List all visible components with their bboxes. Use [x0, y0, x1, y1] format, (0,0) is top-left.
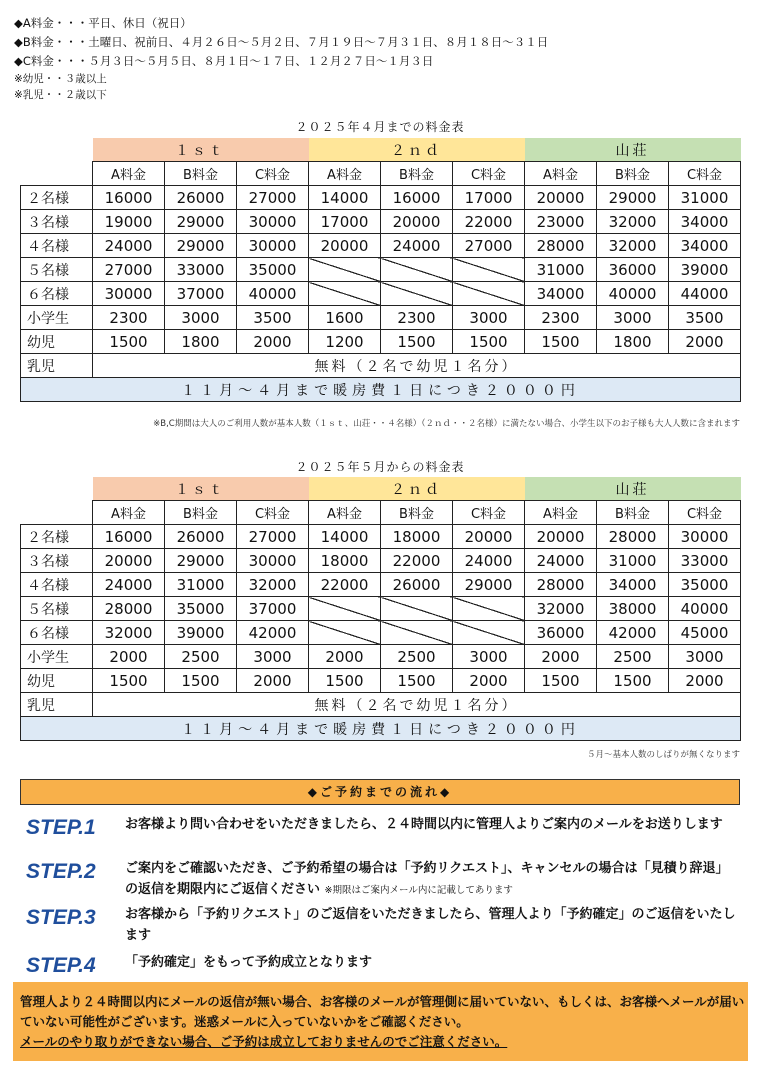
price-row: [21, 645, 741, 669]
price-cell: 40000: [597, 282, 669, 306]
price-cell: 30000: [669, 525, 741, 549]
price-cell: 2000: [237, 669, 309, 693]
header-cell: A料金: [525, 501, 597, 525]
price-row: [21, 258, 741, 282]
price-cell: 20000: [381, 210, 453, 234]
price-cell: 33000: [669, 549, 741, 573]
price-cell: 33000: [165, 258, 237, 282]
infant-row: [21, 693, 741, 717]
price-cell: 1200: [309, 330, 381, 354]
row-label: ４名様: [21, 573, 93, 597]
not-available-cell: [309, 597, 381, 621]
price-row: [21, 186, 741, 210]
price-cell: 35000: [669, 573, 741, 597]
price-cell: 1500: [165, 669, 237, 693]
price-cell: 34000: [597, 573, 669, 597]
price-row: [21, 549, 741, 573]
infant-price: 無料（２名で幼児１名分）: [93, 693, 741, 717]
not-available-cell: [453, 258, 525, 282]
step-label: STEP.1: [26, 816, 96, 839]
step-text: お客様より問い合わせをいただきましたら、２４時間以内に管理人よりご案内のメールをお送りします: [125, 817, 723, 832]
row-label: ４名様: [21, 234, 93, 258]
price-cell: 2000: [669, 669, 741, 693]
price-cell: 2000: [309, 645, 381, 669]
price-cell: 26000: [381, 573, 453, 597]
price-row: [21, 306, 741, 330]
price-cell: 1800: [597, 330, 669, 354]
step-text: お客様から「予約リクエスト」のご返信をいただきましたら、管理人より「予約確定」のご返信をいたします: [125, 907, 736, 943]
note-a-price: ◆A料金・・・平日、休日（祝日）: [14, 16, 192, 30]
not-available-cell: [381, 258, 453, 282]
price-cell: 28000: [525, 234, 597, 258]
price-cell: 26000: [165, 186, 237, 210]
price-cell: 40000: [237, 282, 309, 306]
price-cell: 18000: [381, 525, 453, 549]
price-cell: 2500: [165, 645, 237, 669]
price-cell: 42000: [237, 621, 309, 645]
not-available-cell: [309, 258, 381, 282]
price-cell: 1500: [525, 330, 597, 354]
header-cell: B料金: [597, 501, 669, 525]
price-cell: 1500: [525, 669, 597, 693]
group-sanso: 山荘: [525, 477, 741, 501]
price-cell: 20000: [309, 234, 381, 258]
price-cell: 30000: [237, 210, 309, 234]
price-cell: 31000: [165, 573, 237, 597]
price-cell: 2000: [669, 330, 741, 354]
step-text: 「予約確定」をもって予約成立となります: [125, 955, 373, 970]
price-cell: 24000: [381, 234, 453, 258]
price-cell: 44000: [669, 282, 741, 306]
price-cell: 32000: [237, 573, 309, 597]
price-cell: 39000: [165, 621, 237, 645]
price-cell: 30000: [237, 234, 309, 258]
price-cell: 29000: [453, 573, 525, 597]
price-cell: 36000: [597, 258, 669, 282]
row-label: 小学生: [21, 306, 93, 330]
row-label: ５名様: [21, 258, 93, 282]
price-row: [21, 234, 741, 258]
table-footnote: ※B,C期間は大人のご利用人数が基本人数（１ｓｔ、山荘・・４名様）（２ｎｄ・・２名様）に満たない場合、小学生以下のお子様も大人人数に含まれます: [153, 419, 740, 429]
infant-price: 無料（２名で幼児１名分）: [93, 354, 741, 378]
price-period-notes: [14, 14, 548, 103]
note-infant: ※乳児・・２歳以下: [14, 89, 107, 101]
table-footnote: ５月〜基本人数のしばりが無くなります: [586, 750, 740, 760]
price-cell: 2300: [93, 306, 165, 330]
price-cell: 2000: [237, 330, 309, 354]
note-c-price: ◆C料金・・・５月３日〜５月５日、８月１日〜１７日、１２月２７日〜１月３日: [14, 54, 434, 68]
header-cell: C料金: [453, 162, 525, 186]
price-cell: 29000: [165, 549, 237, 573]
price-cell: 39000: [669, 258, 741, 282]
price-cell: 2000: [525, 645, 597, 669]
step-note: ※期限はご案内メール内に記載してあります: [324, 885, 513, 896]
price-cell: 32000: [93, 621, 165, 645]
not-available-cell: [309, 621, 381, 645]
price-cell: 16000: [93, 525, 165, 549]
price-row: [21, 597, 741, 621]
price-cell: 28000: [525, 573, 597, 597]
price-cell: 3000: [453, 306, 525, 330]
row-label: ２名様: [21, 525, 93, 549]
step-label: STEP.3: [26, 906, 96, 929]
price-cell: 24000: [93, 234, 165, 258]
price-cell: 20000: [525, 186, 597, 210]
header-cell: C料金: [237, 162, 309, 186]
price-cell: 34000: [669, 210, 741, 234]
header-cell: A料金: [309, 162, 381, 186]
price-cell: 1500: [381, 330, 453, 354]
header-cell: C料金: [453, 501, 525, 525]
group-1st: １ｓｔ: [93, 477, 309, 501]
price-cell: 38000: [597, 597, 669, 621]
price-cell: 27000: [453, 234, 525, 258]
price-cell: 27000: [237, 186, 309, 210]
not-available-cell: [453, 621, 525, 645]
price-table-from-may: [20, 477, 741, 741]
price-cell: 32000: [597, 234, 669, 258]
heating-row: [21, 717, 741, 741]
price-cell: 24000: [453, 549, 525, 573]
price-cell: 20000: [453, 525, 525, 549]
row-label: ６名様: [21, 621, 93, 645]
price-cell: 29000: [165, 210, 237, 234]
price-cell: 31000: [525, 258, 597, 282]
price-cell: 14000: [309, 525, 381, 549]
group-2nd: ２ｎｄ: [309, 477, 525, 501]
row-label: 幼児: [21, 330, 93, 354]
price-cell: 22000: [309, 573, 381, 597]
price-row: [21, 525, 741, 549]
price-cell: 3000: [165, 306, 237, 330]
step-label: STEP.4: [26, 954, 96, 977]
price-cell: 42000: [597, 621, 669, 645]
price-cell: 16000: [381, 186, 453, 210]
price-cell: 26000: [165, 525, 237, 549]
price-cell: 40000: [669, 597, 741, 621]
infant-row: [21, 354, 741, 378]
header-cell: B料金: [165, 162, 237, 186]
price-cell: 37000: [165, 282, 237, 306]
note-b-price: ◆B料金・・・土曜日、祝前日、４月２６日〜５月２日、７月１９日〜７月３１日、８月１８日〜３１日: [14, 35, 549, 49]
price-header-row: [21, 501, 741, 525]
price-cell: 24000: [525, 549, 597, 573]
price-cell: 2000: [93, 645, 165, 669]
group-1st: １ｓｔ: [93, 138, 309, 162]
price-cell: 27000: [93, 258, 165, 282]
not-available-cell: [453, 282, 525, 306]
price-cell: 2300: [525, 306, 597, 330]
table-title: ２０２５年４月までの料金表: [295, 120, 465, 134]
price-cell: 34000: [669, 234, 741, 258]
warning-underlined: メールのやり取りができない場合、ご予約は成立しておりませんのでご注意ください。: [20, 1034, 508, 1049]
price-cell: 35000: [165, 597, 237, 621]
price-table-until-april: [20, 138, 741, 402]
price-cell: 31000: [597, 549, 669, 573]
header-cell: A料金: [93, 501, 165, 525]
price-cell: 36000: [525, 621, 597, 645]
group-2nd: ２ｎｄ: [309, 138, 525, 162]
price-cell: 28000: [597, 525, 669, 549]
price-cell: 1500: [453, 330, 525, 354]
not-available-cell: [381, 597, 453, 621]
header-cell: A料金: [309, 501, 381, 525]
price-cell: 2500: [381, 645, 453, 669]
row-label: 小学生: [21, 645, 93, 669]
note-toddler: ※幼児・・３歳以上: [14, 73, 107, 85]
price-cell: 24000: [93, 573, 165, 597]
price-row: [21, 621, 741, 645]
price-cell: 30000: [93, 282, 165, 306]
price-cell: 3000: [669, 645, 741, 669]
row-label: ２名様: [21, 186, 93, 210]
price-cell: 2000: [453, 669, 525, 693]
row-label: 乳児: [21, 354, 93, 378]
row-label: ３名様: [21, 549, 93, 573]
row-label: ６名様: [21, 282, 93, 306]
price-cell: 1500: [93, 330, 165, 354]
price-row: [21, 573, 741, 597]
price-header-row: [21, 162, 741, 186]
price-row: [21, 669, 741, 693]
price-cell: 1500: [597, 669, 669, 693]
price-cell: 17000: [453, 186, 525, 210]
price-row: [21, 282, 741, 306]
price-cell: 22000: [381, 549, 453, 573]
price-cell: 37000: [237, 597, 309, 621]
header-cell: B料金: [381, 162, 453, 186]
price-cell: 17000: [309, 210, 381, 234]
price-cell: 2500: [597, 645, 669, 669]
header-cell: B料金: [381, 501, 453, 525]
price-cell: 16000: [93, 186, 165, 210]
row-label: ５名様: [21, 597, 93, 621]
price-cell: 2300: [381, 306, 453, 330]
row-label: 乳児: [21, 693, 93, 717]
table-title: ２０２５年５月からの料金表: [295, 460, 465, 474]
price-cell: 19000: [93, 210, 165, 234]
price-cell: 1500: [309, 669, 381, 693]
price-cell: 3500: [669, 306, 741, 330]
header-cell: C料金: [669, 501, 741, 525]
step-text: ご案内をご確認いただき、ご予約希望の場合は「予約リクエスト」、キャンセルの場合は「見積り辞退」の返信を期限内にご返信ください ※期限はご案内メール内に記載してあります: [125, 861, 729, 897]
header-cell: B料金: [165, 501, 237, 525]
price-cell: 3000: [453, 645, 525, 669]
price-cell: 1500: [93, 669, 165, 693]
price-cell: 1800: [165, 330, 237, 354]
heating-fee: １１月〜４月まで暖房費１日につき２０００円: [21, 717, 741, 741]
step-label: STEP.2: [26, 860, 96, 883]
price-cell: 22000: [453, 210, 525, 234]
price-cell: 29000: [597, 186, 669, 210]
price-cell: 35000: [237, 258, 309, 282]
row-label: 幼児: [21, 669, 93, 693]
not-available-cell: [381, 621, 453, 645]
price-cell: 32000: [597, 210, 669, 234]
group-sanso: 山荘: [525, 138, 741, 162]
price-cell: 27000: [237, 525, 309, 549]
warning-text: 管理人より２４時間以内にメールの返信が無い場合、お客様のメールが管理側に届いていない、もしくは、お客様へメールが届いていない可能性がございます。迷惑メールに入っていないかをご確認ください。: [20, 994, 745, 1029]
price-cell: 23000: [525, 210, 597, 234]
not-available-cell: [453, 597, 525, 621]
reservation-flow-banner: ◆ご予約までの流れ◆: [20, 779, 740, 805]
price-cell: 14000: [309, 186, 381, 210]
header-cell: A料金: [525, 162, 597, 186]
price-cell: 28000: [93, 597, 165, 621]
price-cell: 18000: [309, 549, 381, 573]
price-cell: 20000: [525, 525, 597, 549]
price-cell: 1600: [309, 306, 381, 330]
price-cell: 34000: [525, 282, 597, 306]
heating-row: [21, 378, 741, 402]
price-cell: 31000: [669, 186, 741, 210]
price-cell: 32000: [525, 597, 597, 621]
header-cell: A料金: [93, 162, 165, 186]
header-cell: C料金: [669, 162, 741, 186]
row-label: ３名様: [21, 210, 93, 234]
price-cell: 3000: [237, 645, 309, 669]
not-available-cell: [309, 282, 381, 306]
not-available-cell: [381, 282, 453, 306]
price-cell: 3500: [237, 306, 309, 330]
price-cell: 3000: [597, 306, 669, 330]
email-warning-box: [13, 982, 748, 1061]
heating-fee: １１月〜４月まで暖房費１日につき２０００円: [21, 378, 741, 402]
header-cell: C料金: [237, 501, 309, 525]
price-cell: 20000: [93, 549, 165, 573]
price-cell: 29000: [165, 234, 237, 258]
price-row: [21, 210, 741, 234]
price-cell: 45000: [669, 621, 741, 645]
header-cell: B料金: [597, 162, 669, 186]
price-cell: 30000: [237, 549, 309, 573]
price-row: [21, 330, 741, 354]
price-cell: 1500: [381, 669, 453, 693]
